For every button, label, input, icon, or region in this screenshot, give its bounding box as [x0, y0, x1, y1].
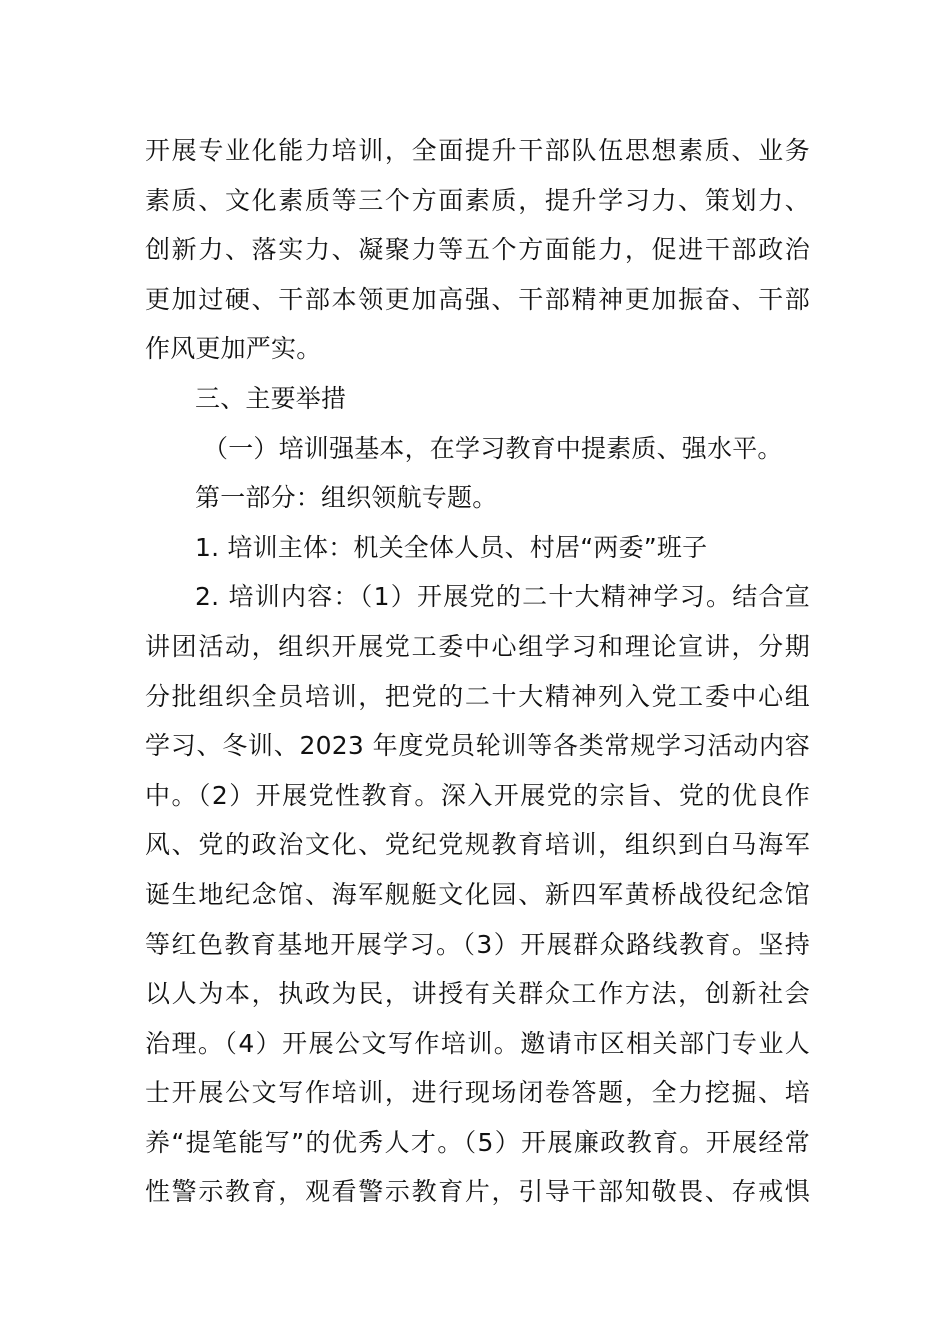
paragraph-line: 开展专业化能力培训，全面提升干部队伍思想素质、业务 [145, 136, 810, 165]
paragraph-line: 学习、冬训、2023 年度党员轮训等各类常规学习活动内容 [145, 731, 810, 761]
paragraph-line: 性警示教育，观看警示教育片，引导干部知敬畏、存戒惧 [145, 1177, 810, 1207]
paragraph-line: 诞生地纪念馆、海军舰艇文化园、新四军黄桥战役纪念馆 [145, 879, 810, 909]
list-item: 1. 培训主体：机关全体人员、村居“两委”班子 [195, 532, 708, 562]
paragraph-line: 中。（2）开展党性教育。深入开展党的宗旨、党的优良作 [145, 780, 810, 810]
paragraph-line: 治理。（4）开展公文写作培训。邀请市区相关部门专业人 [145, 1028, 810, 1058]
paragraph-line: 养“提笔能写”的优秀人才。（5）开展廉政教育。开展经常 [145, 1127, 810, 1157]
list-item: 2. 培训内容：（1）开展党的二十大精神学习。结合宣 [195, 582, 810, 612]
part-heading: 第一部分：组织领航专题。 [195, 483, 498, 513]
paragraph-line: 创新力、落实力、凝聚力等五个方面能力，促进干部政治 [145, 235, 810, 265]
document-body [145, 126, 810, 1217]
paragraph-line: 士开展公文写作培训，进行现场闭卷答题，全力挖掘、培 [145, 1078, 810, 1108]
paragraph-line: 讲团活动，组织开展党工委中心组学习和理论宣讲，分期 [145, 631, 810, 661]
paragraph-line: 素质、文化素质等三个方面素质，提升学习力、策划力、 [145, 185, 810, 215]
paragraph-line: 作风更加严实。 [145, 334, 322, 364]
paragraph-line: 分批组织全员培训，把党的二十大精神列入党工委中心组 [145, 681, 810, 711]
paragraph-line: 以人为本，执政为民，讲授有关群众工作方法，创新社会 [145, 979, 810, 1009]
paragraph-line: 等红色教育基地开展学习。（3）开展群众路线教育。坚持 [145, 929, 810, 959]
subsection-heading: （一）培训强基本，在学习教育中提素质、强水平。 [203, 433, 783, 463]
section-heading: 三、主要举措 [195, 383, 347, 413]
paragraph-line: 风、党的政治文化、党纪党规教育培训，组织到白马海军 [145, 830, 810, 860]
paragraph-line: 更加过硬、干部本领更加高强、干部精神更加振奋、干部 [145, 284, 810, 314]
